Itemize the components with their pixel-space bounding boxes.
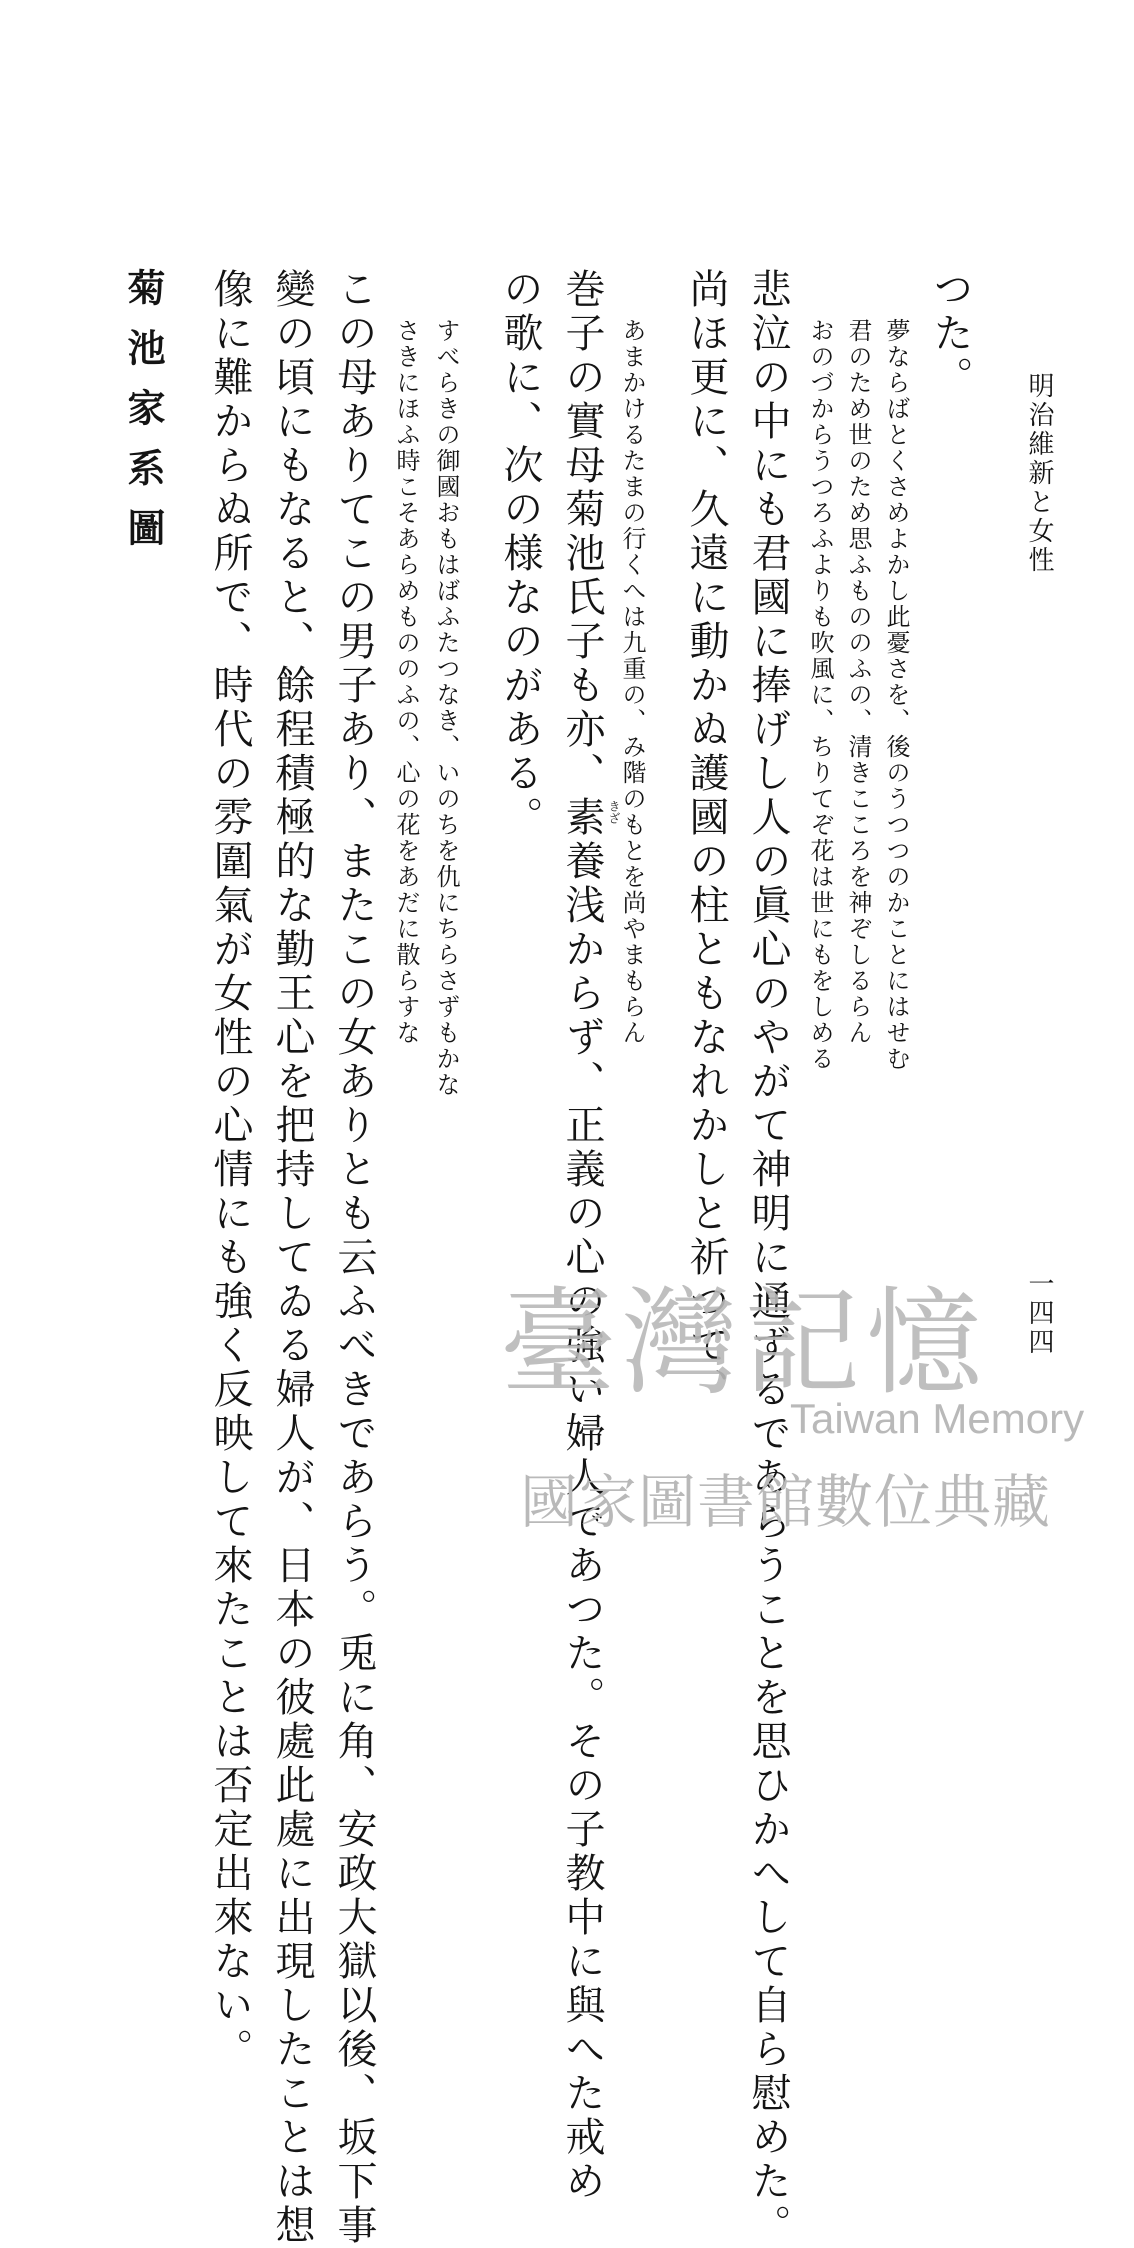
text-column-7: 變の頃にもなると、餘程積極的な勤王心を把持してゐる婦人が、日本の彼處此處に出現したことは想	[269, 268, 315, 2248]
poem-line-1: 夢ならばとくさめよかし此憂さを、後のうつつのかことにはせむ	[882, 318, 910, 1072]
section-heading: 菊池家系圖	[121, 268, 166, 568]
text-column-3: 尚ほ更に、久遠に動かぬ護國の柱ともなれかしと祈つて、	[683, 268, 729, 1412]
poem-line-6: さきにほふ時こそあらめもののふの、心の花をあだに散らすな	[392, 318, 420, 1046]
watermark-logo-text: 臺灣記憶	[500, 1276, 988, 1411]
poem-line-2: 君のため世のため思ふもののふの、清きこころを神ぞしるらん	[844, 318, 872, 1046]
text-column-2: 悲泣の中にも君國に捧げし人の眞心のやがて神明に通ずるであらうことを思ひかへして自ら慰めた。	[745, 268, 791, 2248]
page-number: 一四四	[1024, 1270, 1054, 1357]
text-column-1: つた。	[927, 268, 973, 400]
watermark-subtitle: 國家圖書館數位典藏	[520, 1468, 1052, 1536]
text-column-5: の歌に、次の様なのがある。	[497, 268, 543, 840]
text-column-4: 巻子の實母菊池氏子も亦、素養浅からず、正義の心の強い婦人であつた。その子教中に與へた戒め	[559, 268, 605, 2204]
watermark-english: Taiwan Memory	[790, 1395, 1085, 1442]
text-column-8: 像に難からぬ所で、時代の雰圍氣が女性の心情にも強く反映して來たことは否定出來ない。	[207, 268, 253, 2072]
poem-line-5: すべらきの御國おもはばふたつなき、いのちを仇にちらさずもかな	[432, 318, 460, 1098]
text-column-6: この母ありてこの男子あり、またこの女ありとも云ふべきであらう。兎に角、安政大獄以後、坂下事	[331, 268, 377, 2248]
running-header-title: 明治維新と女性	[1024, 372, 1054, 575]
furigana-ruby: きざ	[607, 800, 621, 824]
poem-line-3: おのづからうつろふよりも吹風に、ちりてぞ花は世にもをしめる	[806, 318, 834, 1072]
poem-line-4: あまかけるたまの行くへは九重の、み階のもとを尚やまもらん	[618, 318, 646, 1046]
